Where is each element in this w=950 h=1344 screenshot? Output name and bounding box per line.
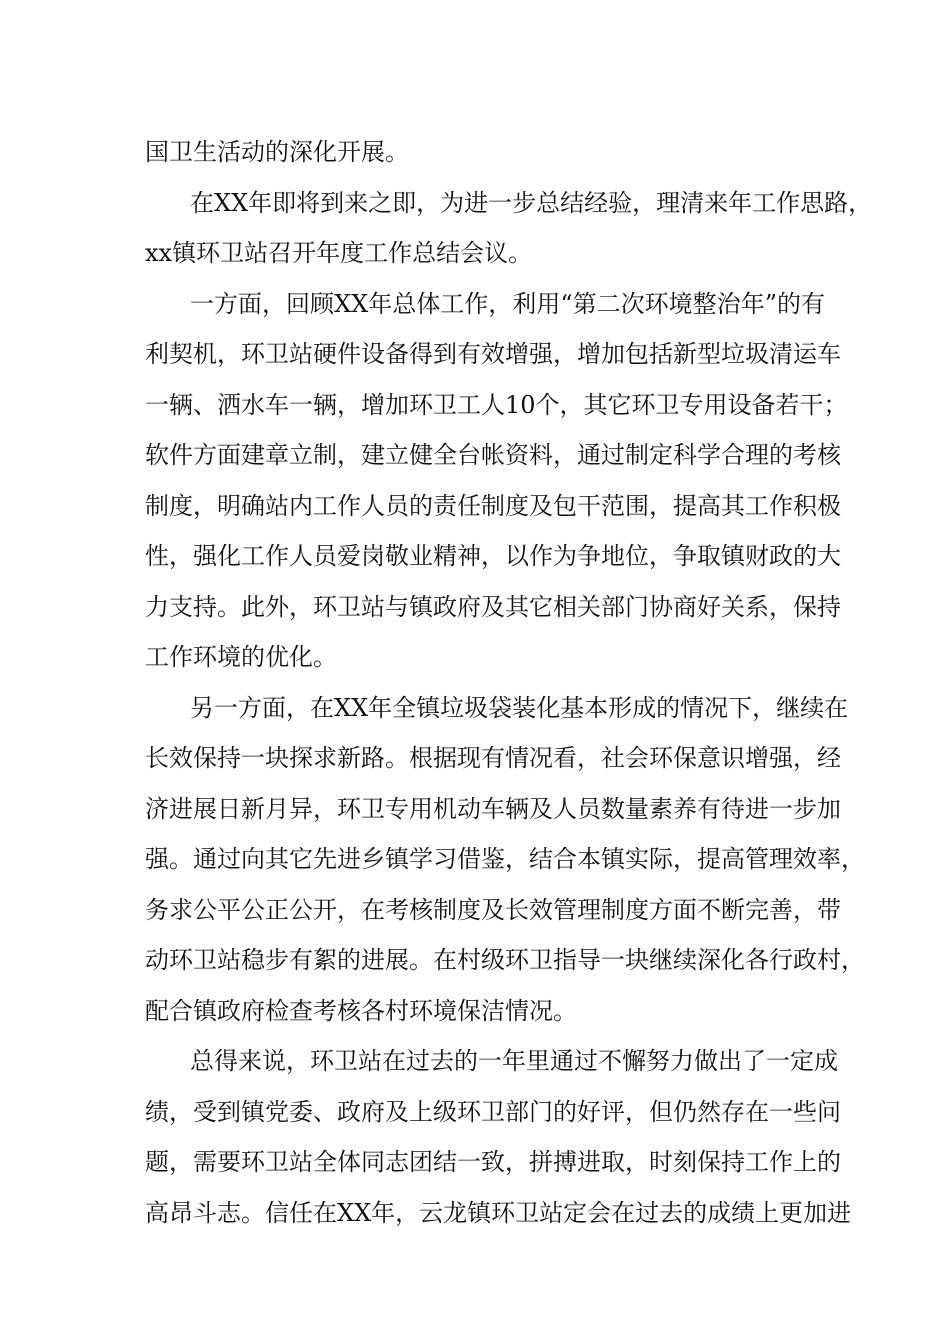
paragraph-3-line-8: 工作环境的优化。 [145,643,337,671]
paragraph-2-line-2: xx镇环卫站召开年度工作总结会议。 [145,239,533,267]
paragraph-4-line-1: 另一方面，在XX年全镇垃圾袋装化基本形成的情况下，继续在 [190,693,849,722]
paragraph-4-line-5: 务求公平公正公开，在考核制度及长效管理制度方面不断完善，带 [145,895,841,924]
paragraph-4-line-4: 强。通过向其它先进乡镇学习借鉴，结合本镇实际，提高管理效率， [145,845,865,873]
paragraph-4-line-3: 济进展日新月异，环卫专用机动车辆及人员数量素养有待进一步加 [145,794,841,823]
paragraph-4-line-6: 动环卫站稳步有絮的进展。在村级环卫指导一块继续深化各行政村， [145,946,865,974]
paragraph-5-line-2: 绩，受到镇党委、政府及上级环卫部门的好评，但仍然存在一些问 [145,1097,841,1126]
paragraph-4-line-2: 长效保持一块探求新路。根据现有情况看，社会环保意识增强，经 [145,744,841,772]
paragraph-3-line-5: 制度，明确站内工作人员的责任制度及包干范围，提高其工作积极 [145,491,841,520]
paragraph-3-line-6: 性，强化工作人员爱岗敬业精神，以作为争地位，争取镇财政的大 [145,542,841,570]
paragraph-5-line-1: 总得来说，环卫站在过去的一年里通过不懈努力做出了一定成 [190,1047,838,1075]
paragraph-3-line-3: 一辆、洒水车一辆，增加环卫工人10个，其它环卫专用设备若干； [145,390,848,419]
paragraph-3-line-4: 软件方面建章立制，建立健全台帐资料，通过制定科学合理的考核 [145,441,841,469]
paragraph-5-line-3: 题，需要环卫站全体同志团结一致，拼搏进取，时刻保持工作上的 [145,1148,841,1176]
paragraph-1-line-1: 国卫生活动的深化开展。 [145,138,409,166]
paragraph-3-line-2: 利契机，环卫站硬件设备得到有效增强，增加包括新型垃圾清运车 [145,340,841,368]
paragraph-2-line-1: 在XX年即将到来之即，为进一步总结经验，理清来年工作思路， [190,188,873,217]
paragraph-4-line-7: 配合镇政府检查考核各村环境保洁情况。 [145,996,577,1025]
paragraph-3-line-1: 一方面，回顾XX年总体工作，利用“第二次环境整治年”的有 [190,289,825,318]
paragraph-5-line-4: 高昂斗志。信任在XX年，云龙镇环卫站定会在过去的成绩上更加进 [145,1198,852,1227]
paragraph-3-line-7: 力支持。此外，环卫站与镇政府及其它相关部门协商好关系，保持 [145,592,841,621]
document-body [145,127,873,1238]
